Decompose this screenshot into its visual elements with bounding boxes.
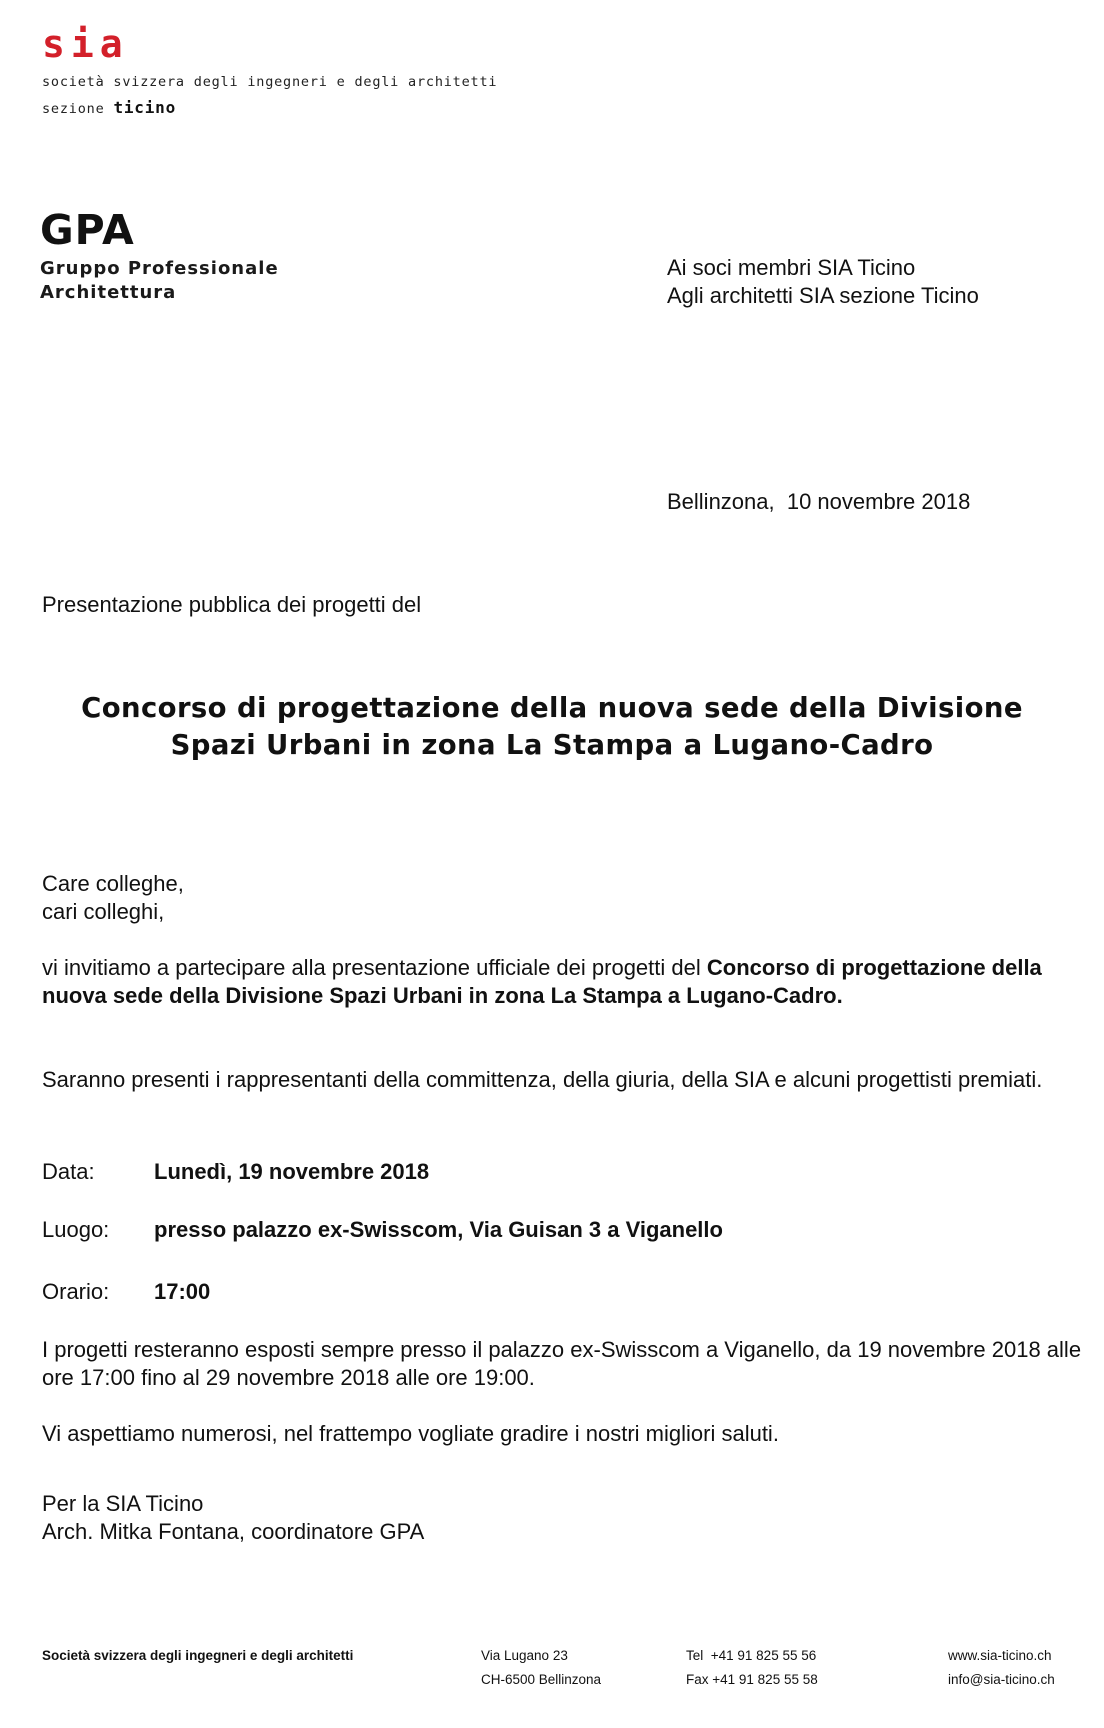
footer-city: CH-6500 Bellinzona	[481, 1672, 602, 1687]
signature-line2: Arch. Mitka Fontana, coordinatore GPA	[42, 1519, 425, 1544]
intro-text: Presentazione pubblica dei progetti del	[42, 592, 422, 617]
date-value: Lunedì, 19 novembre 2018	[154, 1159, 430, 1184]
place-date: Bellinzona, 10 novembre 2018	[667, 489, 971, 514]
recipient-line1: Ai soci membri SIA Ticino	[667, 255, 916, 280]
place-value: presso palazzo ex-Swisscom, Via Guisan 3 a Viganello	[154, 1217, 723, 1242]
date-label: Data:	[42, 1159, 95, 1184]
signature-line1: Per la SIA Ticino	[42, 1491, 204, 1516]
group-acronym: GPA	[40, 206, 135, 254]
invite-bold-text: Concorso di progettazione della nuova sede della Divisione Spazi Urbani in zona La Stampa a Lugano-Cadro.	[42, 955, 1042, 1008]
footer-street: Via Lugano 23	[481, 1648, 568, 1663]
salutation-line2: cari colleghi,	[42, 899, 165, 924]
org-full-name: società svizzera degli ingegneri e degli architetti	[42, 74, 498, 90]
title-line1: Concorso di progettazione della nuova sede della Divisione	[81, 692, 1023, 724]
footer-email[interactable]: info@sia-ticino.ch	[948, 1672, 1055, 1687]
footer-tel: Tel +41 91 825 55 56	[686, 1648, 817, 1663]
footer-fax: Fax +41 91 825 55 58	[686, 1672, 818, 1687]
time-value: 17:00	[154, 1279, 211, 1304]
presence-paragraph: Saranno presenti i rappresentanti della committenza, della giuria, della SIA e alcuni progettisti premiati.	[42, 1067, 1043, 1092]
title-line2: Spazi Urbani in zona La Stampa a Lugano-Cadro	[170, 729, 934, 761]
group-name-line2: Architettura	[40, 282, 177, 303]
invite-text: vi invitiamo a partecipare alla presentazione ufficiale dei progetti del	[42, 955, 707, 980]
group-name-line1: Gruppo Professionale	[40, 258, 279, 279]
closing-text: Vi aspettiamo numerosi, nel frattempo vogliate gradire i nostri migliori saluti.	[42, 1421, 779, 1446]
recipient-line2: Agli architetti SIA sezione Ticino	[667, 283, 979, 308]
footer-org: Società svizzera degli ingegneri e degli architetti	[42, 1648, 354, 1663]
exhibition-paragraph: I progetti resteranno esposti sempre presso il palazzo ex-Swisscom a Viganello, da 19 novembre 2018 alle ore 17:00 fino al 29 novembre 2018 alle ore 19:00.	[42, 1337, 1082, 1390]
section-prefix: sezione	[42, 101, 105, 117]
invite-paragraph	[42, 954, 1062, 1010]
sia-logo: sia	[42, 22, 129, 66]
place-label: Luogo:	[42, 1217, 110, 1242]
section-name: ticino	[113, 98, 177, 117]
footer-web[interactable]: www.sia-ticino.ch	[948, 1648, 1052, 1663]
section-line	[42, 98, 176, 117]
document-title	[0, 690, 1104, 764]
time-label: Orario:	[42, 1279, 110, 1304]
salutation-line1: Care colleghe,	[42, 871, 184, 896]
